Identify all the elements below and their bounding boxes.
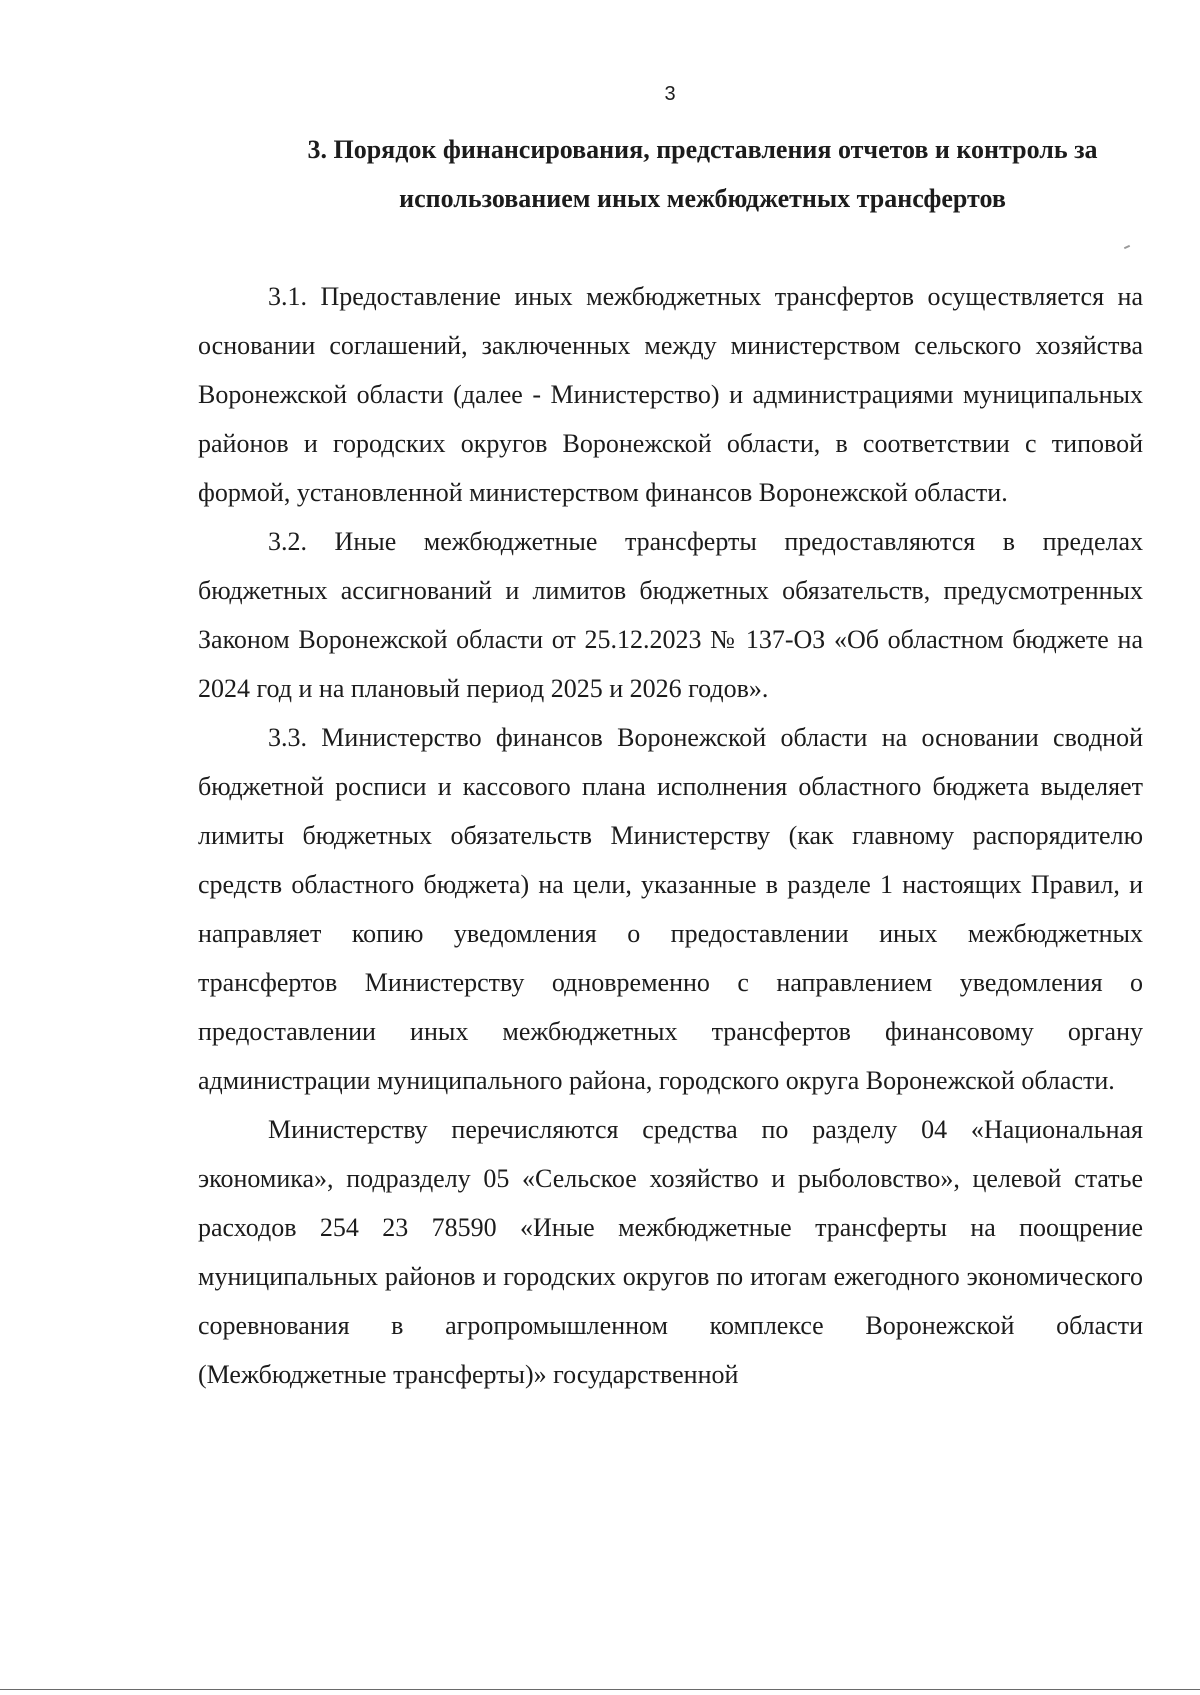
document-body (198, 272, 1143, 1399)
paragraph-funding-transfer: Министерству перечисляются средства по разделу 04 «Национальная экономика», подразделу 05 «Сельское хозяйство и рыболовство», целевой статье расходов 254 23 78590 «Иные межбюджетные трансферты на поощрение муниципальных районов и городских округов по итогам ежегодного экономического соревнования в агропромышленном комплексе Воронежской области (Межбюджетные трансферты)» государственной (198, 1115, 1143, 1389)
section-heading (265, 125, 1140, 223)
paragraph-3-3: 3.3. Министерство финансов Воронежской области на основании сводной бюджетной росписи и кассового плана исполнения областного бюджета выделяет лимиты бюджетных обязательств Министерству (как главному распорядителю средств областного бюджета) на цели, указанные в разделе 1 настоящих Правил, и направляет копию уведомления о предоставлении иных межбюджетных трансфертов Министерству одновременно с направлением уведомления о предоставлении иных межбюджетных трансфертов финансовому органу администрации муниципального района, городского округа Воронежской области. (198, 723, 1143, 1095)
section-heading-line-2: использованием иных межбюджетных трансфертов (399, 184, 1006, 213)
paragraph-3-1: 3.1. Предоставление иных межбюджетных трансфертов осуществляется на основании соглашений, заключенных между министерством сельского хозяйства Воронежской области (далее - Министерство) и администрациями муниципальных районов и городских округов Воронежской области, в соответствии с типовой формой, установленной министерством финансов Воронежской области. (198, 282, 1143, 507)
paragraph-3-2: 3.2. Иные межбюджетные трансферты предоставляются в пределах бюджетных ассигнований и лимитов бюджетных обязательств, предусмотренных Законом Воронежской области от 25.12.2023 № 137-ОЗ «Об областном бюджете на 2024 год и на плановый период 2025 и 2026 годов». (198, 527, 1143, 703)
bottom-divider (0, 1689, 1200, 1690)
scan-artifact-mark (1124, 245, 1130, 249)
section-heading-line-1: 3. Порядок финансирования, представления отчетов и контроль за (307, 135, 1098, 164)
page-number: 3 (664, 83, 676, 105)
